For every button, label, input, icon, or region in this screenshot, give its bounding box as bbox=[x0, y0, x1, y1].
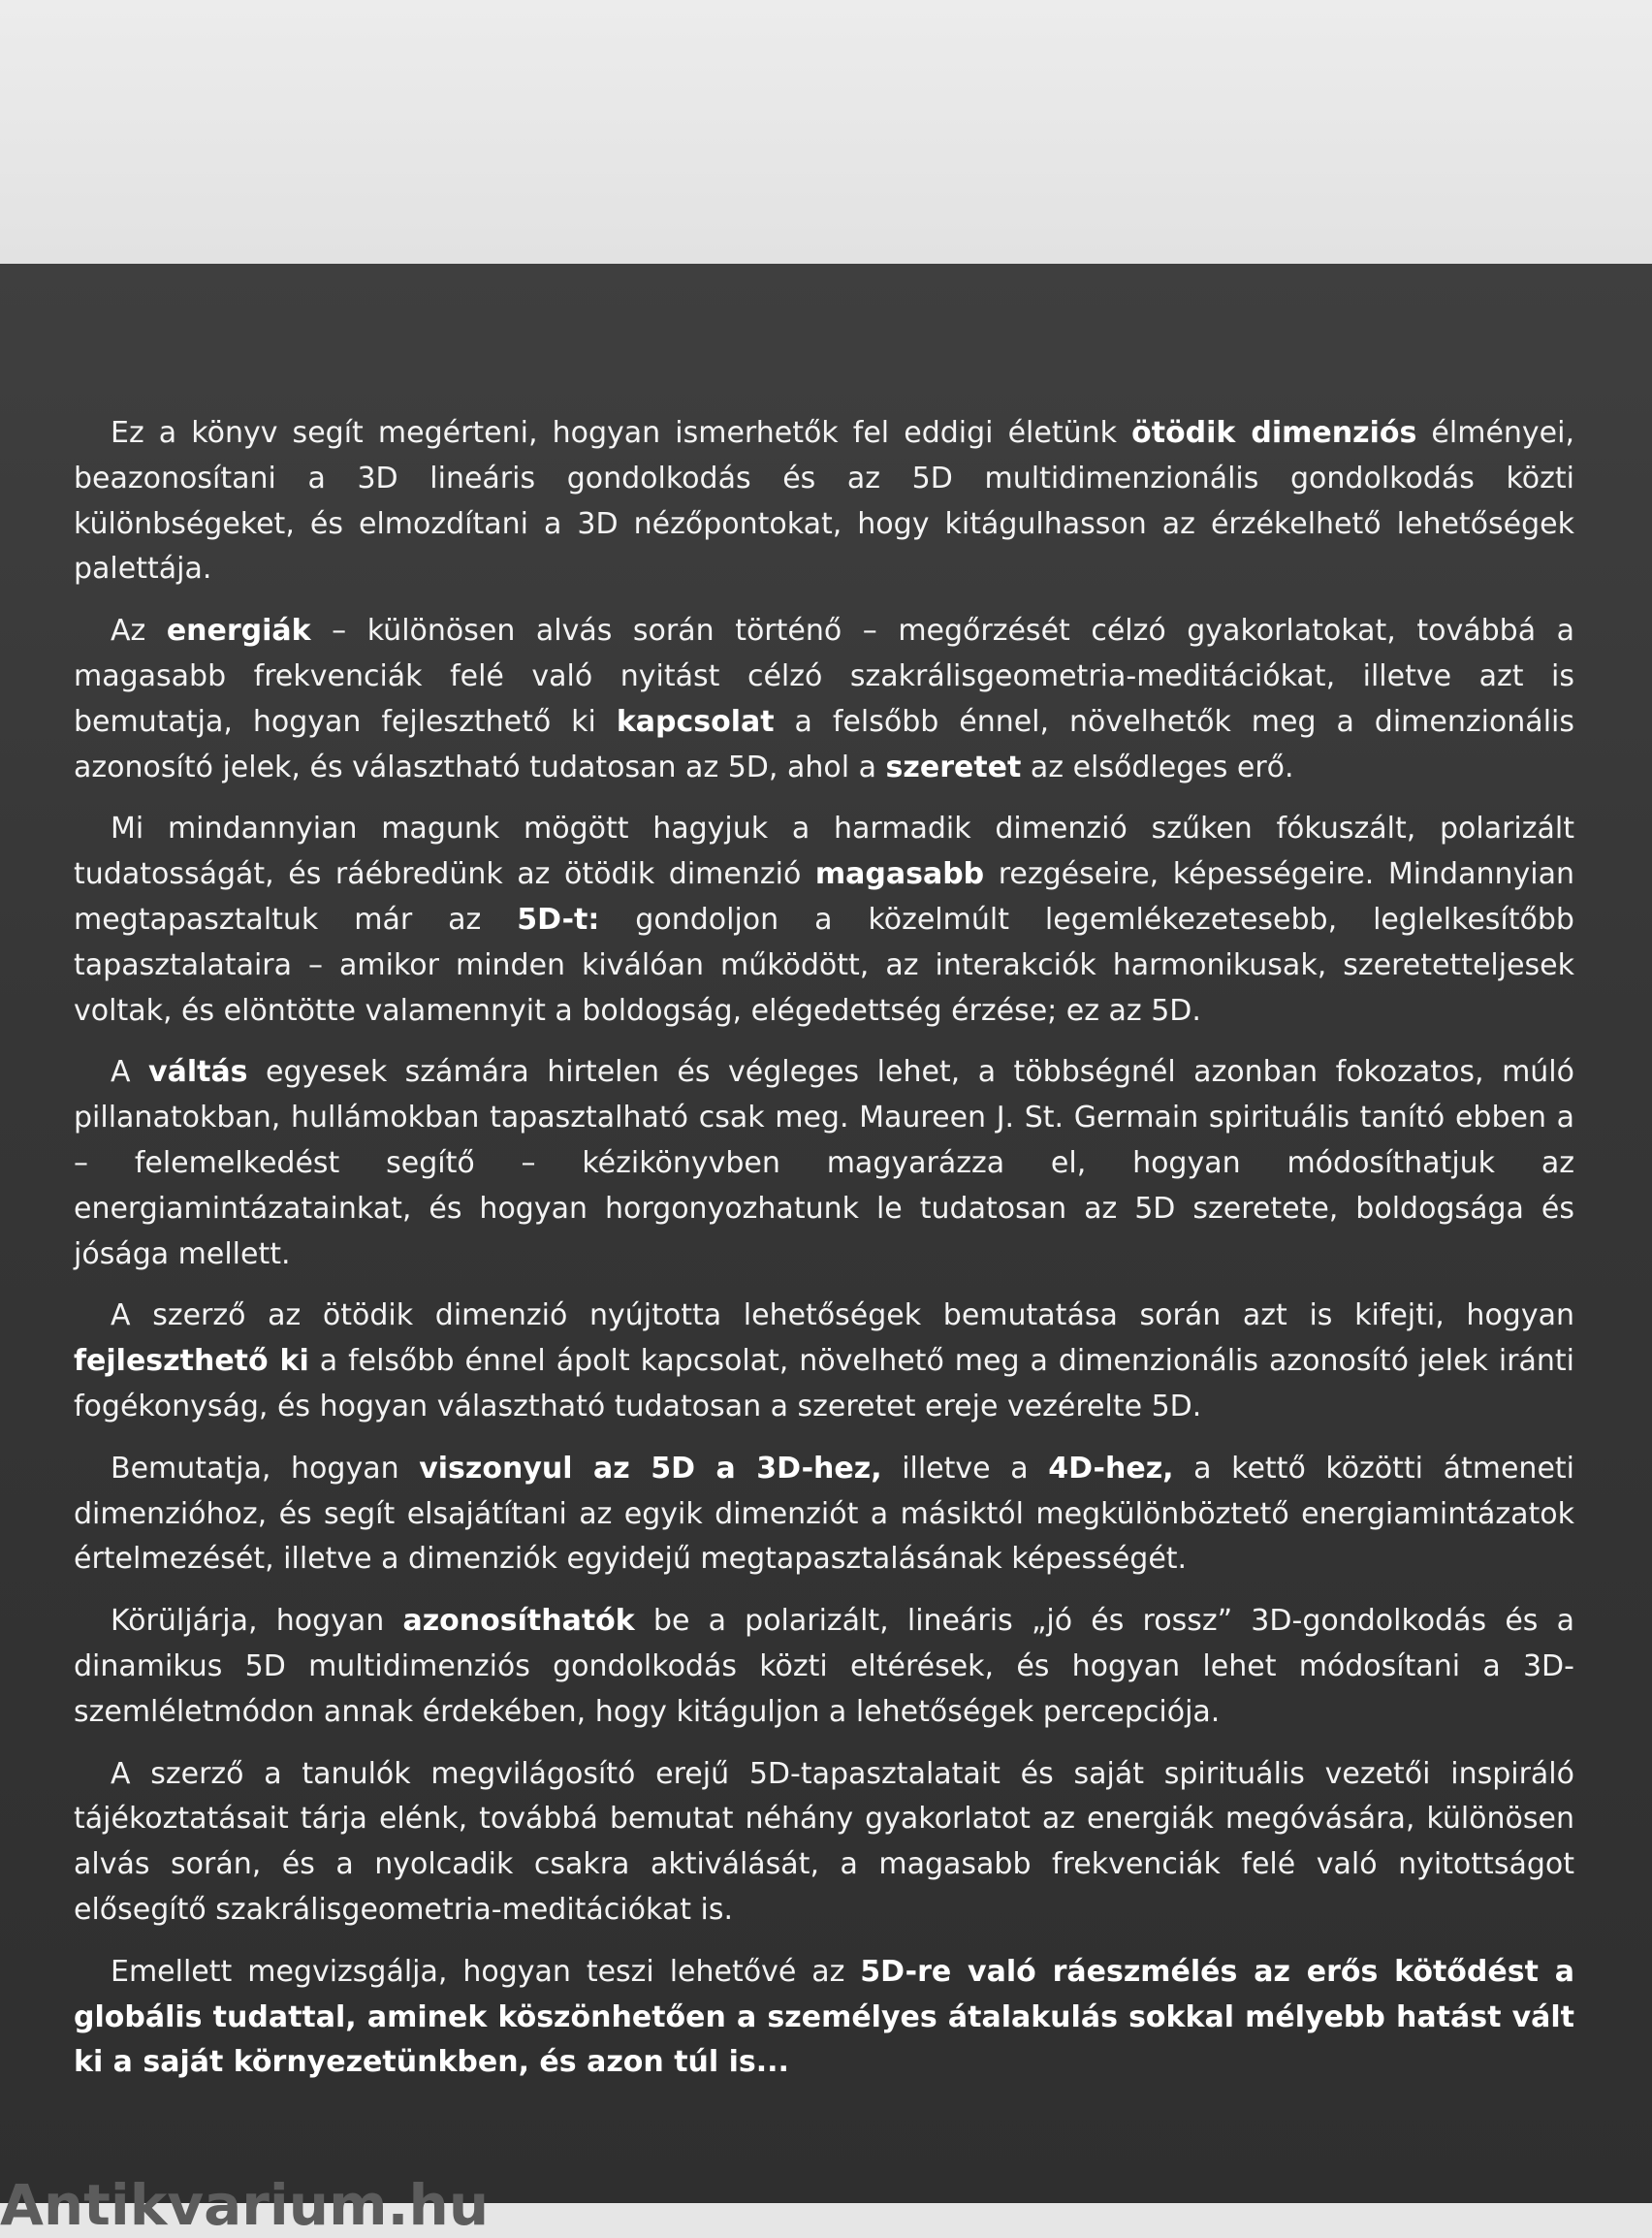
paragraph bbox=[74, 807, 1574, 1034]
text-run: Ez a könyv segít megérteni, hogyan ismerhetők fel eddigi életünk bbox=[111, 416, 1132, 450]
blurb-text bbox=[74, 411, 1574, 2102]
bold-phrase: szeretet bbox=[885, 750, 1022, 784]
text-run: A szerző a tanulók megvilágosító erejű 5D-tapasztalatait és saját spirituális vezetői inspiráló tájékoztatásait tárja elénk, továbbá bemutat néhány gyakorlatot az energiák megóvására, különösen alvás során, és a nyolcadik csakra aktiválását, a magasabb frekvenciák felé való nyitottságot elősegítő szakrálisgeometria-meditációkat is. bbox=[74, 1756, 1574, 1927]
paragraph bbox=[74, 609, 1574, 790]
text-run: Az bbox=[111, 614, 167, 649]
text-run: Körüljárja, hogyan bbox=[111, 1604, 403, 1639]
paragraph bbox=[74, 1599, 1574, 1735]
text-run: Bemutatja, hogyan bbox=[111, 1451, 420, 1486]
paragraph bbox=[74, 1950, 1574, 2086]
text-run: élményei, beazonosítani a 3D lineáris gondolkodás és az 5D multidimenzionális gondolkodás közti különbségeket, és elmozdítani a 3D nézőpontokat, hogy kitágulhasson az érzékelhető lehetőségek palettája. bbox=[74, 416, 1574, 587]
text-run: A bbox=[111, 1055, 149, 1090]
bold-phrase: ötödik dimenziós bbox=[1131, 416, 1417, 450]
text-run: gondoljon a közelmúlt legemlékezetesebb, leglelkesítőbb tapasztalataira – amikor minden kiválóan működött, az interakciók harmonikusak, szeretetteljesek voltak, és elöntötte valamennyit a boldogság, elégedettség érzése; ez az 5D. bbox=[74, 902, 1574, 1028]
text-run: A szerző az ötödik dimenzió nyújtotta lehetőségek bemutatása során azt is kifejti, hogyan bbox=[111, 1298, 1574, 1333]
bold-phrase: energiák bbox=[166, 614, 311, 649]
paragraph bbox=[74, 1294, 1574, 1429]
text-run: be a polarizált, lineáris „jó és rossz” 3D-gondolkodás és a dinamikus 5D multidimenziós gondolkodás közti eltérések, és hogyan lehet módosítani a 3D-szemléletmódon annak érdekében, hogy kitáguljon a lehetőségek percepciója. bbox=[74, 1604, 1574, 1729]
bold-phrase: kapcsolat bbox=[616, 704, 775, 739]
bold-phrase: 5D-re való ráeszmélés az erős kötődést a globális tudattal, aminek köszönhetően a személyes átalakulás sokkal mélyebb hatást vált ki a saját környezetünkben, és azon túl is... bbox=[74, 1954, 1574, 2080]
bold-phrase: 5D-t: bbox=[517, 902, 600, 937]
bold-phrase: azonosíthatók bbox=[402, 1604, 635, 1639]
text-run: egyesek számára hirtelen és végleges lehet, a többségnél azonban fokozatos, múló pillanatokban, hullámokban tapasztalható csak meg. Maureen J. St. Germain spirituális tanító ebben a – felemelkedést segítő – kézikönyvben magyarázza el, hogyan módosíthatjuk az energiamintázatainkat, és hogyan horgonyozhatunk le tudatosan az 5D szeretete, boldogsága és jósága mellett. bbox=[74, 1055, 1574, 1271]
text-run: Emellett megvizsgálja, hogyan teszi lehetővé az bbox=[111, 1954, 861, 1989]
text-run: a felsőbb énnel ápolt kapcsolat, növelhető meg a dimenzionális azonosító jelek iránti fogékonyság, és hogyan választható tudatosan a szeretet ereje vezérelte 5D. bbox=[74, 1344, 1574, 1423]
bold-phrase: magasabb bbox=[814, 857, 985, 892]
text-run: Mi mindannyian magunk mögött hagyjuk a harmadik dimenzió szűken fókuszált, polarizált tudatosságát, és ráébredünk az ötödik dimenzió bbox=[74, 812, 1574, 892]
text-run: a kettő közötti átmeneti dimenzióhoz, és segít elsajátítani az egyik dimenziót a másiktól megkülönböztető energiamintázatok értelmezését, illetve a dimenziók egyidejű megtapasztalásának képességét. bbox=[74, 1451, 1574, 1577]
text-run: – különösen alvás során történő – megőrzését célzó gyakorlatokat, továbbá a magasabb frekvenciák felé való nyitást célzó szakrálisgeometria-meditációkat, illetve azt is bemutatja, hogyan fejleszthető ki bbox=[74, 614, 1575, 739]
text-run: illetve a bbox=[881, 1451, 1049, 1486]
paragraph bbox=[74, 1447, 1574, 1583]
bold-phrase: viszonyul az 5D a 3D-hez, bbox=[419, 1451, 882, 1486]
bold-phrase: 4D-hez, bbox=[1048, 1451, 1174, 1486]
paragraph bbox=[74, 411, 1574, 592]
watermark: Antikvarium.hu bbox=[0, 2172, 490, 2238]
bold-phrase: váltás bbox=[148, 1055, 248, 1090]
text-run: rezgéseire, képességeire. Mindannyian megtapasztaltuk már az bbox=[74, 857, 1574, 937]
paper-background bbox=[0, 0, 1652, 264]
bold-phrase: fejleszthető ki bbox=[74, 1344, 309, 1379]
paragraph bbox=[74, 1050, 1574, 1277]
paragraph bbox=[74, 1752, 1574, 1934]
text-run: a felsőbb énnel, növelhetők meg a dimenzionális azonosító jelek, és választható tudatosan az 5D, ahol a bbox=[74, 704, 1574, 784]
text-run: az elsődleges erő. bbox=[1021, 750, 1294, 784]
